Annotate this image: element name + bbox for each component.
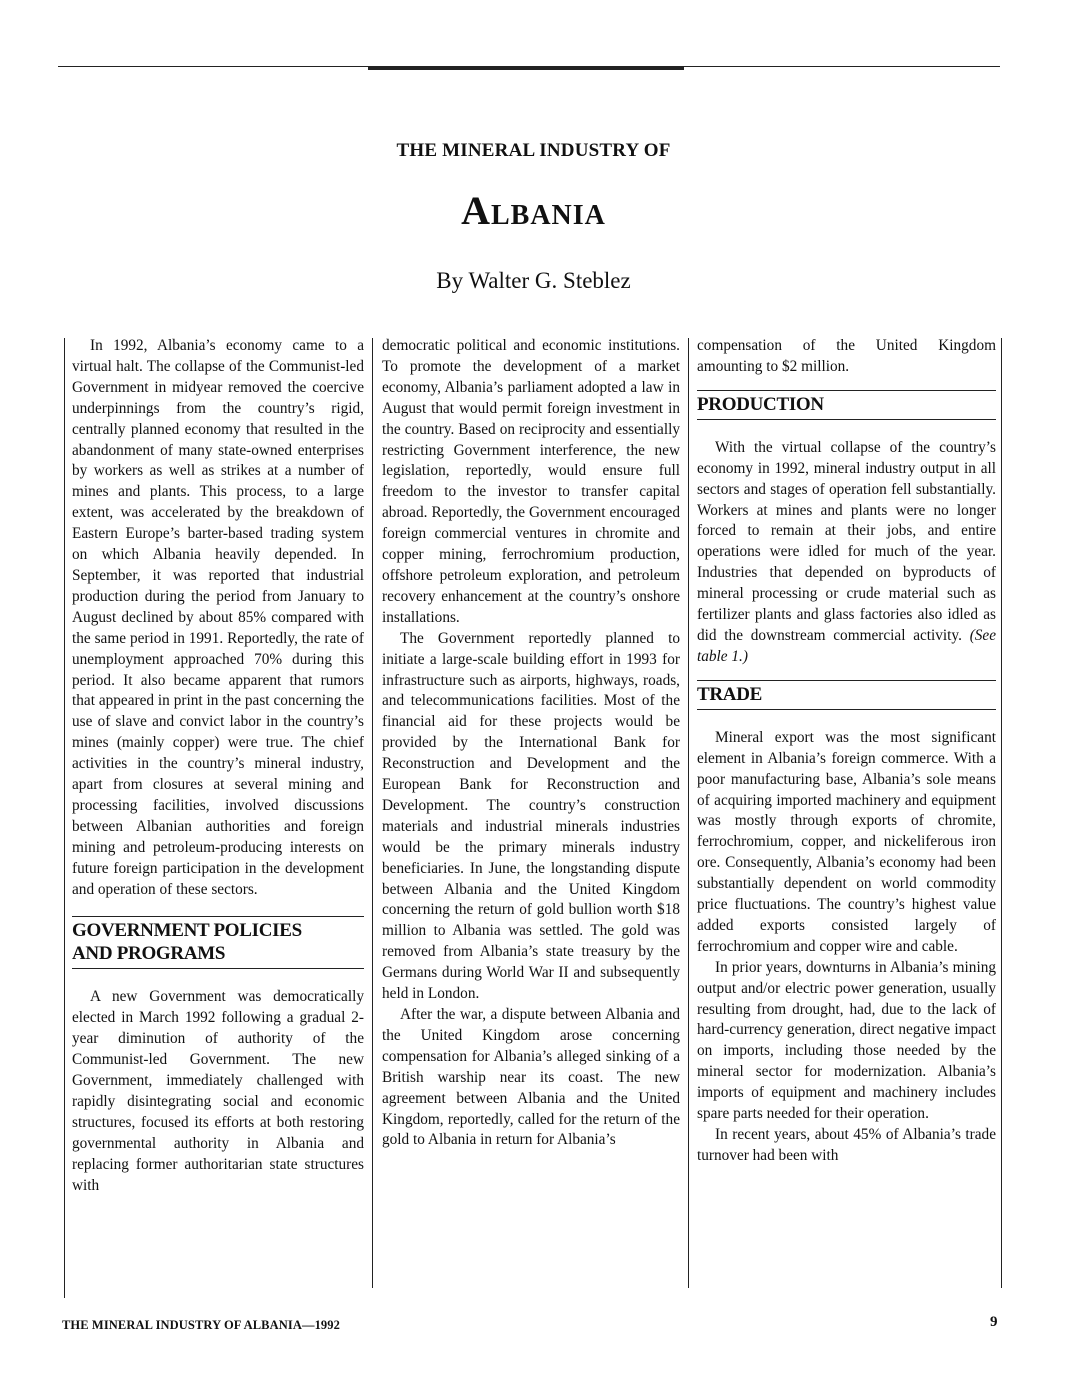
paragraph-government-5: compensation of the United Kingdom amounting to $2 million. bbox=[697, 337, 996, 375]
section-heading-production bbox=[697, 390, 996, 420]
page-number: 9 bbox=[990, 1314, 998, 1330]
paragraph-trade-2: In prior years, downturns in Albania’s mining output and/or electric power generation, usually resulting from drought, had, due to the lack of hard-currency generation, direct negative impact on imports, including those needed by the mineral sector for modernization. Albania’s imports of equipment and machinery includes spare parts needed for their operation. bbox=[697, 958, 996, 1123]
column-rule-2-3 bbox=[688, 338, 689, 1288]
paragraph-trade-1: Mineral export was the most significant element in Albania’s foreign commerce. With a poor manufacturing base, Albania’s sole means of acquiring imported machinery and equipment was mostly through exports of chromite, ferrochromium, copper, and nickeliferous iron ore. Consequently, Albania’s economy had been substantially dependent on world commodity price fluctuations. The country’s highest value added exports consisted largely of ferrochromium and copper wire and cable. bbox=[697, 728, 996, 955]
section-heading-trade bbox=[697, 680, 996, 710]
paragraph-trade-3: In recent years, about 45% of Albania’s trade turnover had been with bbox=[697, 1126, 996, 1164]
paragraph-intro: In 1992, Albania’s economy came to a virtual halt. The collapse of the Communist-led Government in midyear removed the coercive underpinnings from the country’s rigid, centrally planned economy that resulted in the abandonment of many state-owned enterprises by workers as well as strikes at a number of mines and plants. This process, to a large extent, was accelerated by the breakdown of Eastern Europe’s barter-based trading system on which Albania heavily depended. In September, it was reported that industrial production during the period from January to August declined by about 85% compared with the same period in 1991. Reportedly, the rate of unemployment approached 70% during this period. It also became apparent that rumors that appeared in print in the past concerning the use of slave and convict labor in the country’s mines (mainly copper) were true. The chief activities in the country’s mineral industry, apart from closures at several mining and processing facilities, involved discussions between Albanian authorities and foreign mining and petroleum-producing interests on future foreign participation in the development and operation of these sectors. bbox=[72, 337, 364, 898]
top-rule-accent bbox=[368, 67, 684, 70]
column-1 bbox=[72, 336, 364, 1296]
paragraph-production bbox=[697, 438, 996, 668]
paragraph-government-1: A new Government was democratically elected in March 1992 following a gradual 2-year diminution of authority of the Communist-led Government. The new Government, immediately challenged with rapidly disintegrating social and economic structures, focused its efforts at both restoring governmental authority in Albania and replacing former authoritarian state structures with bbox=[72, 988, 364, 1194]
section-heading-government-policies bbox=[72, 916, 364, 969]
column-3 bbox=[697, 336, 996, 1296]
paragraph-government-3: The Government reportedly planned to initiate a large-scale building effort in 1993 for infrastructure such as airports, highways, roads, and telecommunications facilities. Most of the financial aid for these projects would be provided by the International Bank for Reconstruction and Development and the European Bank for Reconstruction and Development. The country’s construction materials and industrial minerals industries would be the primary minerals industry beneficiaries. In June, the longstanding dispute between Albania and the United Kingdom concerning the return of gold bullion worth $18 million to Albania was settled. The gold was removed from Albania’s state treasury by the Germans during World War II and subsequently held in London. bbox=[382, 629, 680, 1003]
title-kicker: THE MINERAL INDUSTRY OF bbox=[396, 140, 671, 161]
section-heading-text: PRODUCTION bbox=[697, 393, 824, 415]
section-heading-text: GOVERNMENT POLICIES AND PROGRAMS bbox=[72, 920, 302, 965]
paragraph-government-2: democratic political and economic institutions. To promote the development of a market economy, Albania’s parliament adopted a law in August that would permit foreign investment in the country. Based on reciprocity and essentially restricting Government interference, the new legislation, reportedly, would ensure full freedom to the investor to transfer capital abroad. Reportedly, the Government encouraged foreign commercial ventures in chromite and copper mining, ferrochromium production, offshore petroleum exploration, and petroleum recovery enhancement at the country’s onshore installations. bbox=[382, 337, 680, 626]
author-byline: By Walter G. Steblez bbox=[436, 268, 631, 293]
column-rule-right bbox=[1001, 338, 1002, 1288]
footer-title: THE MINERAL INDUSTRY OF ALBANIA—1992 bbox=[62, 1318, 340, 1332]
column-rule-left bbox=[64, 338, 65, 1298]
column-rule-1-2 bbox=[372, 338, 373, 1288]
column-2 bbox=[382, 336, 680, 1296]
paragraph-production-text: With the virtual collapse of the country’s economy in 1992, mineral industry output in all sectors and stages of operation fell substantially. Workers at mines and plants were no longer forced to remain at their jobs, and entire operations were idled for much of the year. Industries that depended on byproducts of mineral processing or crude material such as fertilizer plants and glass factories also idled as did the downstream commercial activity. bbox=[697, 438, 996, 644]
paragraph-government-4: After the war, a dispute between Albania and the United Kingdom arose concerning compensation for Albania’s alleged sinking of a British warship near its coast. The new agreement between Albania and the United Kingdom, reportedly, called for the return of the gold to Albania in return for Albania’s bbox=[382, 1006, 680, 1149]
section-heading-text: TRADE bbox=[697, 683, 763, 705]
table-reference-link[interactable]: (See table 1.) bbox=[697, 626, 997, 665]
title-country: Albania bbox=[461, 188, 606, 233]
